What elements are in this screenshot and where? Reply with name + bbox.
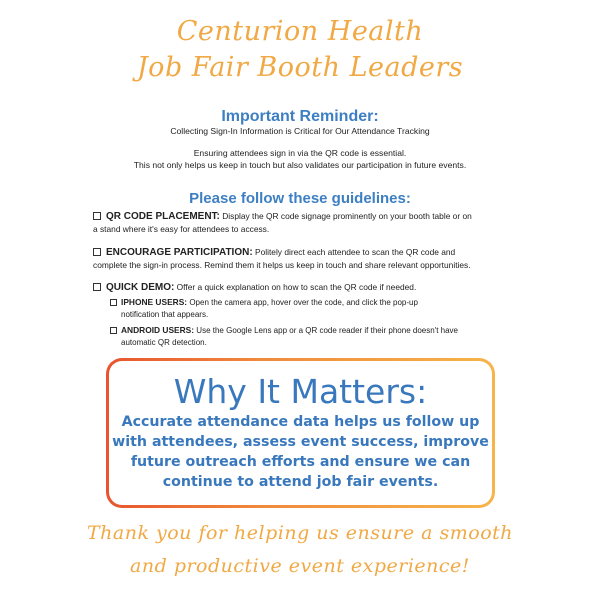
title-line-1: Centurion Health bbox=[176, 16, 424, 47]
thanks-line-1: Thank you for helping us ensure a smooth bbox=[86, 522, 514, 544]
guideline-text-cont: complete the sign-in process. Remind them it helps us keep in touch and share relevant opportunities. bbox=[93, 260, 471, 270]
guideline-text: Display the QR code signage prominently on your booth table or on bbox=[222, 211, 472, 221]
why-it-matters-heading: Why It Matters: bbox=[173, 372, 428, 411]
guideline-quick-demo bbox=[93, 281, 513, 294]
subitem-lead: ANDROID USERS: bbox=[121, 325, 195, 335]
checkbox-icon[interactable] bbox=[110, 299, 117, 306]
guideline-lead: ENCOURAGE PARTICIPATION: bbox=[106, 247, 253, 258]
subitem-text-cont: automatic QR detection. bbox=[121, 338, 207, 347]
title-line-2: Job Fair Booth Leaders bbox=[136, 52, 464, 83]
guidelines-heading: Please follow these guidelines: bbox=[189, 190, 411, 207]
guideline-text: Politely direct each attendee to scan the QR code and bbox=[255, 247, 456, 257]
subitem-iphone bbox=[110, 296, 510, 321]
reminder-heading: Important Reminder: bbox=[221, 108, 379, 125]
subitem-text: Use the Google Lens app or a QR code reader if their phone doesn't have bbox=[196, 326, 458, 335]
reminder-subtitle: Collecting Sign-In Information is Critical for Our Attendance Tracking bbox=[170, 126, 430, 136]
checkbox-icon[interactable] bbox=[93, 283, 101, 291]
guideline-text-cont: a stand where it's easy for attendees to access. bbox=[93, 224, 270, 234]
reminder-text-line-1: Ensuring attendees sign in via the QR code is essential. bbox=[193, 148, 407, 158]
subitem-text-cont: notification that appears. bbox=[121, 310, 209, 319]
guideline-encourage bbox=[93, 246, 513, 271]
reminder-text-line-2: This not only helps us keep in touch but also validates our participation in future events. bbox=[133, 160, 467, 170]
subitem-text: Open the camera app, hover over the code, and click the pop-up bbox=[189, 298, 418, 307]
guideline-lead: QR CODE PLACEMENT: bbox=[106, 211, 220, 222]
guideline-lead: QUICK DEMO: bbox=[106, 282, 175, 293]
checkbox-icon[interactable] bbox=[110, 327, 117, 334]
guideline-text: Offer a quick explanation on how to scan the QR code if needed. bbox=[176, 282, 417, 292]
why-text-line-4: continue to attend job fair events. bbox=[162, 474, 439, 490]
why-text-line-3: future outreach efforts and ensure we can bbox=[130, 454, 471, 470]
why-text-line-1: Accurate attendance data helps us follow up bbox=[121, 414, 480, 430]
guideline-qr-placement bbox=[93, 210, 513, 235]
checkbox-icon[interactable] bbox=[93, 212, 101, 220]
why-text-line-2: with attendees, assess event success, improve bbox=[112, 434, 489, 450]
subitem-android bbox=[110, 324, 510, 349]
subitem-lead: IPHONE USERS: bbox=[121, 297, 188, 307]
checkbox-icon[interactable] bbox=[93, 248, 101, 256]
thanks-line-2: and productive event experience! bbox=[130, 555, 470, 577]
